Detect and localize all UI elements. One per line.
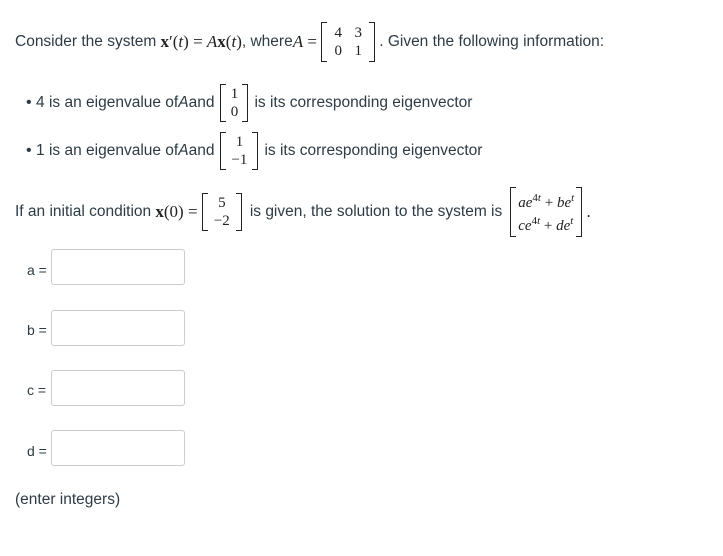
field-label-d: d = xyxy=(27,443,47,459)
initial-vector xyxy=(202,193,242,231)
eigenvector-2 xyxy=(220,132,258,170)
initial-condition xyxy=(15,189,591,235)
eigenvector-1 xyxy=(220,84,248,122)
bullet-icon: • xyxy=(26,142,37,159)
instruction-note: (enter integers) xyxy=(15,491,121,508)
initial-x0: x(0) = xyxy=(155,202,202,221)
vector-entry: 0 xyxy=(230,104,239,120)
answer-input-c[interactable] xyxy=(51,370,185,406)
answer-input-d[interactable] xyxy=(51,430,185,466)
matrix-a-cell: 4 xyxy=(334,25,342,41)
field-label-c: c = xyxy=(27,382,47,398)
fact-var: A xyxy=(178,142,189,159)
initial-prefix: If an initial condition xyxy=(15,203,152,220)
intro-prefix: Consider the system xyxy=(15,33,157,50)
intro-suffix: . Given the following information: xyxy=(379,33,605,50)
fact-and: and xyxy=(188,142,215,159)
vector-entry: 1 xyxy=(235,134,244,150)
field-label-a: a = xyxy=(27,262,47,278)
intro-where: , where xyxy=(241,33,293,50)
solution-entry: $ce^{4t} + de^t$ xyxy=(518,215,574,234)
matrix-a-cell: 0 xyxy=(334,43,342,59)
solution-vector xyxy=(510,187,582,237)
fact-post: is its corresponding eigenvector xyxy=(264,142,483,159)
eigen-fact-1 xyxy=(26,79,472,127)
vector-entry: 5 xyxy=(218,195,226,211)
answer-input-a[interactable] xyxy=(51,249,185,285)
solution-period: . xyxy=(582,202,591,221)
vector-entry: −1 xyxy=(231,152,248,168)
fact-var: A xyxy=(178,94,189,111)
fact-post: is its corresponding eigenvector xyxy=(254,94,473,111)
fact-text: 1 is an eigenvalue of xyxy=(36,142,179,159)
eigen-fact-2 xyxy=(26,127,482,175)
bullet-icon: • xyxy=(26,94,37,111)
fact-text: 4 is an eigenvalue of xyxy=(36,94,179,111)
vector-entry: −2 xyxy=(213,213,230,229)
matrix-a xyxy=(321,22,375,62)
initial-middle: is given, the solution to the system is xyxy=(249,203,503,220)
system-equation: x′(t) = Ax(t) xyxy=(160,32,242,51)
field-label-b: b = xyxy=(27,322,47,338)
matrix-a-cell: 3 xyxy=(354,25,362,41)
solution-entry: $ae^{4t} + be^t$ xyxy=(518,192,575,211)
fact-and: and xyxy=(188,94,215,111)
matrix-a-cell: 1 xyxy=(354,43,362,59)
matrix-a-label: A = xyxy=(292,32,322,51)
vector-entry: 1 xyxy=(230,86,239,102)
answer-input-b[interactable] xyxy=(51,310,185,346)
problem-intro xyxy=(15,22,604,62)
